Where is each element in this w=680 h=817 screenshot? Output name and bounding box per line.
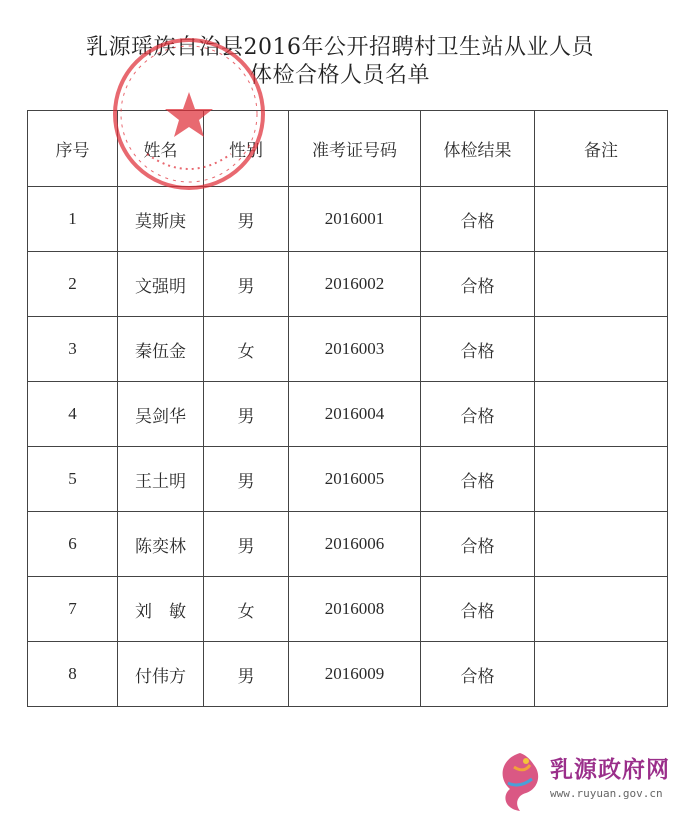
cell-number: 7 — [28, 577, 118, 642]
cell-note — [535, 447, 668, 512]
cell-note — [535, 382, 668, 447]
cell-name: 文强明 — [118, 252, 204, 317]
cell-result: 合格 — [421, 642, 535, 707]
cell-exam-number: 2016002 — [289, 252, 421, 317]
cell-name: 秦伍金 — [118, 317, 204, 382]
header-name: 姓名 — [118, 111, 204, 187]
header-note: 备注 — [535, 111, 668, 187]
cell-gender: 女 — [204, 317, 289, 382]
cell-exam-number: 2016004 — [289, 382, 421, 447]
cell-exam-number: 2016006 — [289, 512, 421, 577]
header-result: 体检结果 — [421, 111, 535, 187]
table-header-row — [28, 111, 668, 187]
cell-number: 4 — [28, 382, 118, 447]
cell-name: 陈奕林 — [118, 512, 204, 577]
dragon-logo-icon — [490, 745, 550, 815]
cell-number: 6 — [28, 512, 118, 577]
table-row — [28, 252, 668, 317]
cell-gender: 女 — [204, 577, 289, 642]
cell-result: 合格 — [421, 512, 535, 577]
cell-name: 吴剑华 — [118, 382, 204, 447]
document-title-line1: 乳源瑶族自治县2016年公开招聘村卫生站从业人员 — [86, 35, 594, 60]
table-row — [28, 187, 668, 252]
site-watermark — [490, 745, 680, 817]
cell-number: 2 — [28, 252, 118, 317]
site-url: www.ruyuan.gov.cn — [550, 787, 663, 800]
cell-exam-number: 2016009 — [289, 642, 421, 707]
cell-result: 合格 — [421, 382, 535, 447]
cell-gender: 男 — [204, 252, 289, 317]
table-row — [28, 382, 668, 447]
cell-note — [535, 252, 668, 317]
table-row — [28, 577, 668, 642]
site-name: 乳源政府网 — [550, 757, 670, 783]
cell-exam-number: 2016005 — [289, 447, 421, 512]
table-row — [28, 512, 668, 577]
cell-gender: 男 — [204, 512, 289, 577]
cell-result: 合格 — [421, 447, 535, 512]
cell-note — [535, 577, 668, 642]
cell-gender: 男 — [204, 447, 289, 512]
header-exam-number: 准考证号码 — [289, 111, 421, 187]
cell-number: 5 — [28, 447, 118, 512]
cell-exam-number: 2016001 — [289, 187, 421, 252]
cell-number: 8 — [28, 642, 118, 707]
cell-note — [535, 512, 668, 577]
cell-exam-number: 2016008 — [289, 577, 421, 642]
cell-result: 合格 — [421, 252, 535, 317]
cell-note — [535, 642, 668, 707]
cell-result: 合格 — [421, 317, 535, 382]
cell-name: 莫斯庚 — [118, 187, 204, 252]
cell-name: 王土明 — [118, 447, 204, 512]
cell-number: 3 — [28, 317, 118, 382]
cell-gender: 男 — [204, 642, 289, 707]
cell-note — [535, 187, 668, 252]
table-row — [28, 642, 668, 707]
document-title-line2: 体检合格人员名单 — [249, 63, 430, 88]
cell-gender: 男 — [204, 187, 289, 252]
cell-gender: 男 — [204, 382, 289, 447]
table-row — [28, 447, 668, 512]
table-row — [28, 317, 668, 382]
cell-exam-number: 2016003 — [289, 317, 421, 382]
cell-name: 刘 敏 — [118, 577, 204, 642]
header-number: 序号 — [28, 111, 118, 187]
cell-note — [535, 317, 668, 382]
results-table — [27, 110, 668, 707]
cell-result: 合格 — [421, 577, 535, 642]
cell-number: 1 — [28, 187, 118, 252]
cell-result: 合格 — [421, 187, 535, 252]
cell-name: 付伟方 — [118, 642, 204, 707]
header-gender: 性别 — [204, 111, 289, 187]
